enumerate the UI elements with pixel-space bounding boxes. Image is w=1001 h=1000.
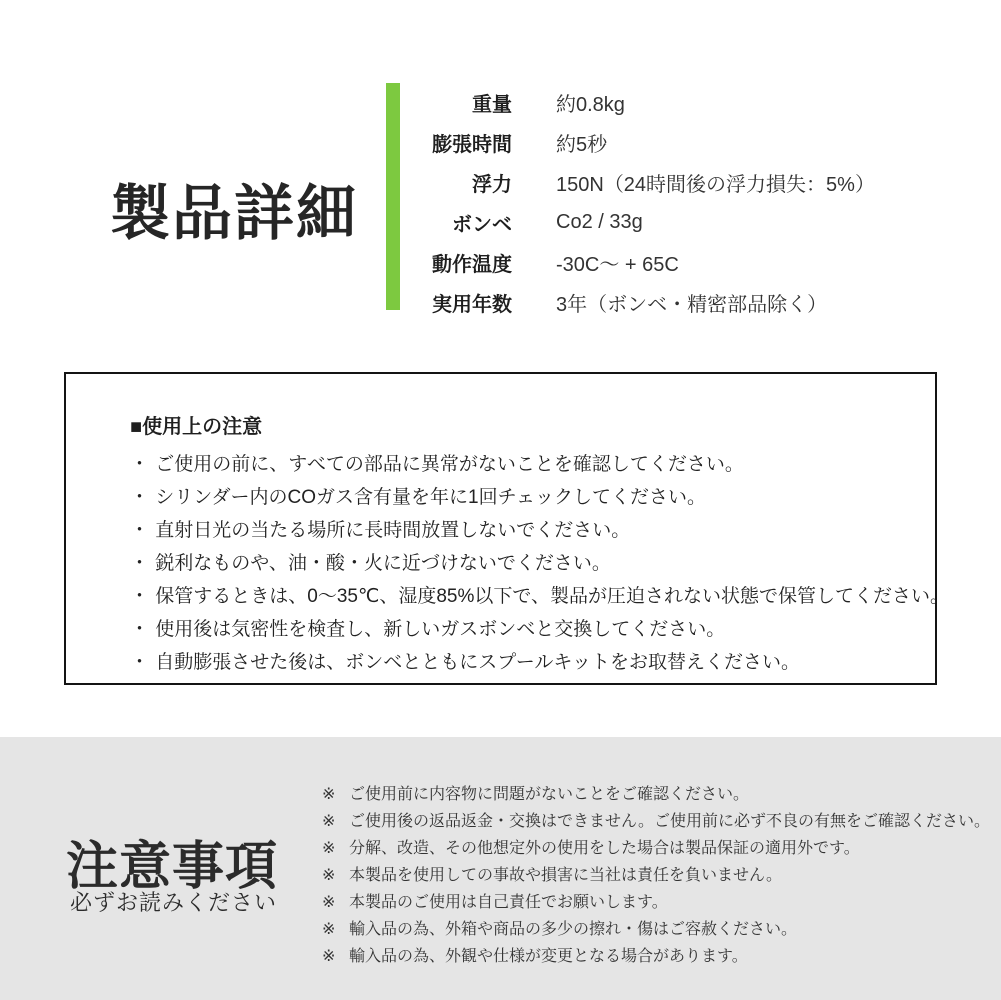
spec-row-buoyancy [420,162,875,202]
spec-label: ボンベ [452,213,512,236]
bullet-mark: ・ [130,454,150,475]
spec-row-operating-temperature [420,242,875,282]
spec-value: 約0.8kg [556,93,625,116]
spec-row-cylinder [420,202,875,242]
caution-title: 注意事項 [66,838,279,896]
usage-notice-item [130,448,915,481]
usage-notice-heading: ■使用上の注意 [130,416,263,438]
spec-value: 150N（24時間後の浮力損失：5%） [556,173,875,196]
caution-text: 本製品を使用しての事故や損害に当社は責任を負いません。 [349,867,782,884]
caution-text: ご使用前に内容物に問題がないことをご確認ください。 [349,786,750,803]
green-divider-bar [386,83,400,310]
caution-subtitle: 必ずお読みください [70,890,278,915]
spec-value: 約5秒 [556,133,608,156]
bullet-mark: ・ [130,487,150,508]
reference-mark: ※ [322,786,336,803]
caution-text: 分解、改造、その他想定外の使用をした場合は製品保証の適用外です。 [349,840,860,857]
spec-row-weight [420,82,875,122]
usage-notice-item [130,646,915,679]
usage-notice-item [130,547,915,580]
spec-value: Co2 / 33g [556,210,643,233]
caution-item [322,943,990,970]
bullet-mark: ・ [130,520,150,541]
usage-notice-item [130,613,915,646]
usage-notice-text: シリンダー内のCOガス含有量を年に1回チェックしてください。 [155,487,707,508]
caution-text: ご使用後の返品返金・交換はできません。ご使用前に必ず不良の有無をご確認ください。 [349,813,990,830]
caution-item [322,808,990,835]
caution-text: 本製品のご使用は自己責任でお願いします。 [349,894,668,911]
reference-mark: ※ [322,867,336,884]
caution-item [322,889,990,916]
reference-mark: ※ [322,840,336,857]
spec-label: 膨張時間 [432,133,512,156]
usage-notice-item [130,481,915,514]
spec-value: 3年（ボンベ・精密部品除く） [556,293,828,316]
bullet-mark: ・ [130,553,150,574]
spec-row-service-life [420,282,875,322]
spec-value: -30C〜 + 65C [556,253,679,276]
usage-notice-text: 直射日光の当たる場所に長時間放置しないでください。 [155,520,631,541]
usage-notice-text: 鋭利なものや、油・酸・火に近づけないでください。 [155,553,611,574]
caution-list [322,781,990,970]
reference-mark: ※ [322,894,336,911]
reference-mark: ※ [322,813,336,830]
usage-notice-text: 保管するときは、0〜35℃、湿度85%以下で、製品が圧迫されない状態で保管してください。 [155,586,949,607]
caution-item [322,916,990,943]
spec-label: 浮力 [472,173,512,196]
usage-notice-text: 使用後は気密性を検査し、新しいガスボンベと交換してください。 [155,619,726,640]
caution-item [322,862,990,889]
spec-label: 実用年数 [432,293,512,316]
usage-notice-item [130,514,915,547]
product-details-title: 製品詳細 [110,180,358,247]
usage-notice-item [130,580,949,613]
spec-table [420,82,875,322]
caution-item [322,781,990,808]
spec-label: 重量 [472,93,512,116]
spec-label: 動作温度 [432,253,512,276]
bullet-mark: ・ [130,586,150,607]
bullet-mark: ・ [130,619,150,640]
reference-mark: ※ [322,921,336,938]
spec-row-inflation-time [420,122,875,162]
caution-item [322,835,990,862]
usage-notice-text: 自動膨張させた後は、ボンベとともにスプールキットをお取替えください。 [155,652,800,673]
caution-text: 輸入品の為、外箱や商品の多少の擦れ・傷はご容赦ください。 [349,921,798,938]
reference-mark: ※ [322,948,336,965]
caution-text: 輸入品の為、外観や仕様が変更となる場合があります。 [349,948,748,965]
bullet-mark: ・ [130,652,150,673]
usage-notice-text: ご使用の前に、すべての部品に異常がないことを確認してください。 [155,454,744,475]
usage-notice-box [64,372,949,685]
